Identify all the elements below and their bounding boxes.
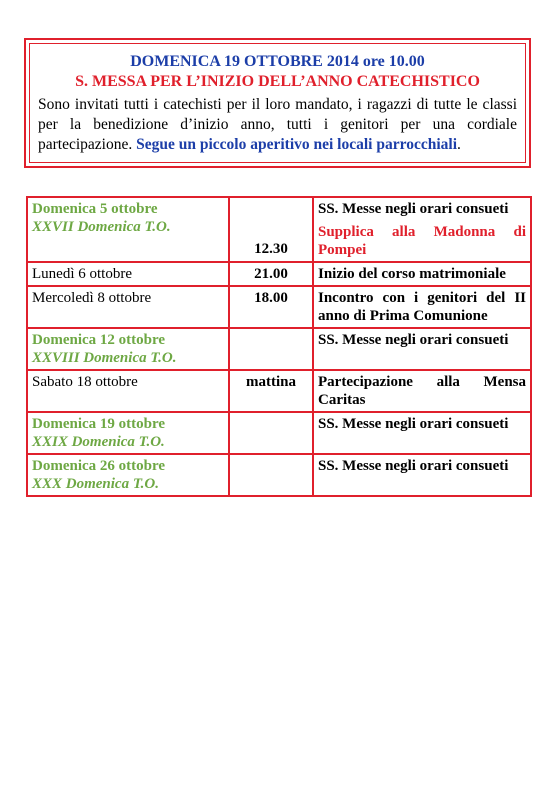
announcement-event-title: S. MESSA PER L’INIZIO DELL’ANNO CATECHISTICO <box>75 73 480 90</box>
event-cell <box>313 454 531 496</box>
table-row <box>27 286 531 328</box>
table-row <box>27 454 531 496</box>
announcement-aperitivo-note: Segue un piccolo aperitivo nei locali parrocchiali <box>136 136 458 153</box>
day-label: Domenica 5 ottobre <box>32 201 158 217</box>
announcement-inner-frame <box>29 43 526 163</box>
event-label: Incontro con i genitori del II anno di Prima Comunione <box>318 290 526 324</box>
event-cell <box>313 370 531 412</box>
announcement-date-title: DOMENICA 19 OTTOBRE 2014 ore 10.00 <box>130 53 425 70</box>
day-label: Sabato 18 ottobre <box>32 374 138 390</box>
announcement-end-punctuation: . <box>457 136 461 153</box>
day-cell <box>27 454 229 496</box>
event-cell <box>313 412 531 454</box>
table-row <box>27 412 531 454</box>
event-cell <box>313 197 531 262</box>
day-label: Mercoledì 8 ottobre <box>32 290 152 306</box>
announcement-invitation-text: Sono invitati tutti i catechisti per il loro mandato, i ragazzi di tutte le classi per la benedizione d’inizio anno, tutti i genitori per una cordiale partecipazione. <box>38 96 517 153</box>
day-label: Domenica 26 ottobre <box>32 458 166 474</box>
announcement-body <box>38 95 517 155</box>
day-cell <box>27 370 229 412</box>
event-label: Inizio del corso matrimoniale <box>318 266 506 282</box>
event-label: SS. Messe negli orari consueti <box>318 201 509 217</box>
time-cell <box>229 412 313 454</box>
table-row <box>27 197 531 262</box>
liturgy-label: XXVII Domenica T.O. <box>32 219 171 235</box>
time-cell <box>229 454 313 496</box>
liturgy-label: XXX Domenica T.O. <box>32 476 159 492</box>
event-cell <box>313 262 531 286</box>
event-label: SS. Messe negli orari consueti <box>318 332 509 348</box>
day-cell <box>27 412 229 454</box>
event-label: Partecipazione alla Mensa Caritas <box>318 374 526 408</box>
day-cell <box>27 262 229 286</box>
liturgy-label: XXVIII Domenica T.O. <box>32 350 177 366</box>
schedule-table <box>26 196 532 497</box>
time-cell: 21.00 <box>229 262 313 286</box>
time-cell <box>229 328 313 370</box>
time-cell: 18.00 <box>229 286 313 328</box>
table-row <box>27 262 531 286</box>
event-label: SS. Messe negli orari consueti <box>318 458 509 474</box>
day-cell <box>27 286 229 328</box>
day-label: Lunedì 6 ottobre <box>32 266 132 282</box>
event-label: SS. Messe negli orari consueti <box>318 416 509 432</box>
time-cell: mattina <box>229 370 313 412</box>
time-cell: 12.30 <box>229 197 313 262</box>
event-label-highlight: Supplica alla Madonna di Pompei <box>318 224 526 258</box>
day-cell <box>27 328 229 370</box>
announcement-box <box>24 38 531 168</box>
table-row <box>27 370 531 412</box>
liturgy-label: XXIX Domenica T.O. <box>32 434 165 450</box>
event-cell <box>313 286 531 328</box>
day-cell <box>27 197 229 262</box>
table-row <box>27 328 531 370</box>
day-label: Domenica 12 ottobre <box>32 332 166 348</box>
event-cell <box>313 328 531 370</box>
day-label: Domenica 19 ottobre <box>32 416 166 432</box>
